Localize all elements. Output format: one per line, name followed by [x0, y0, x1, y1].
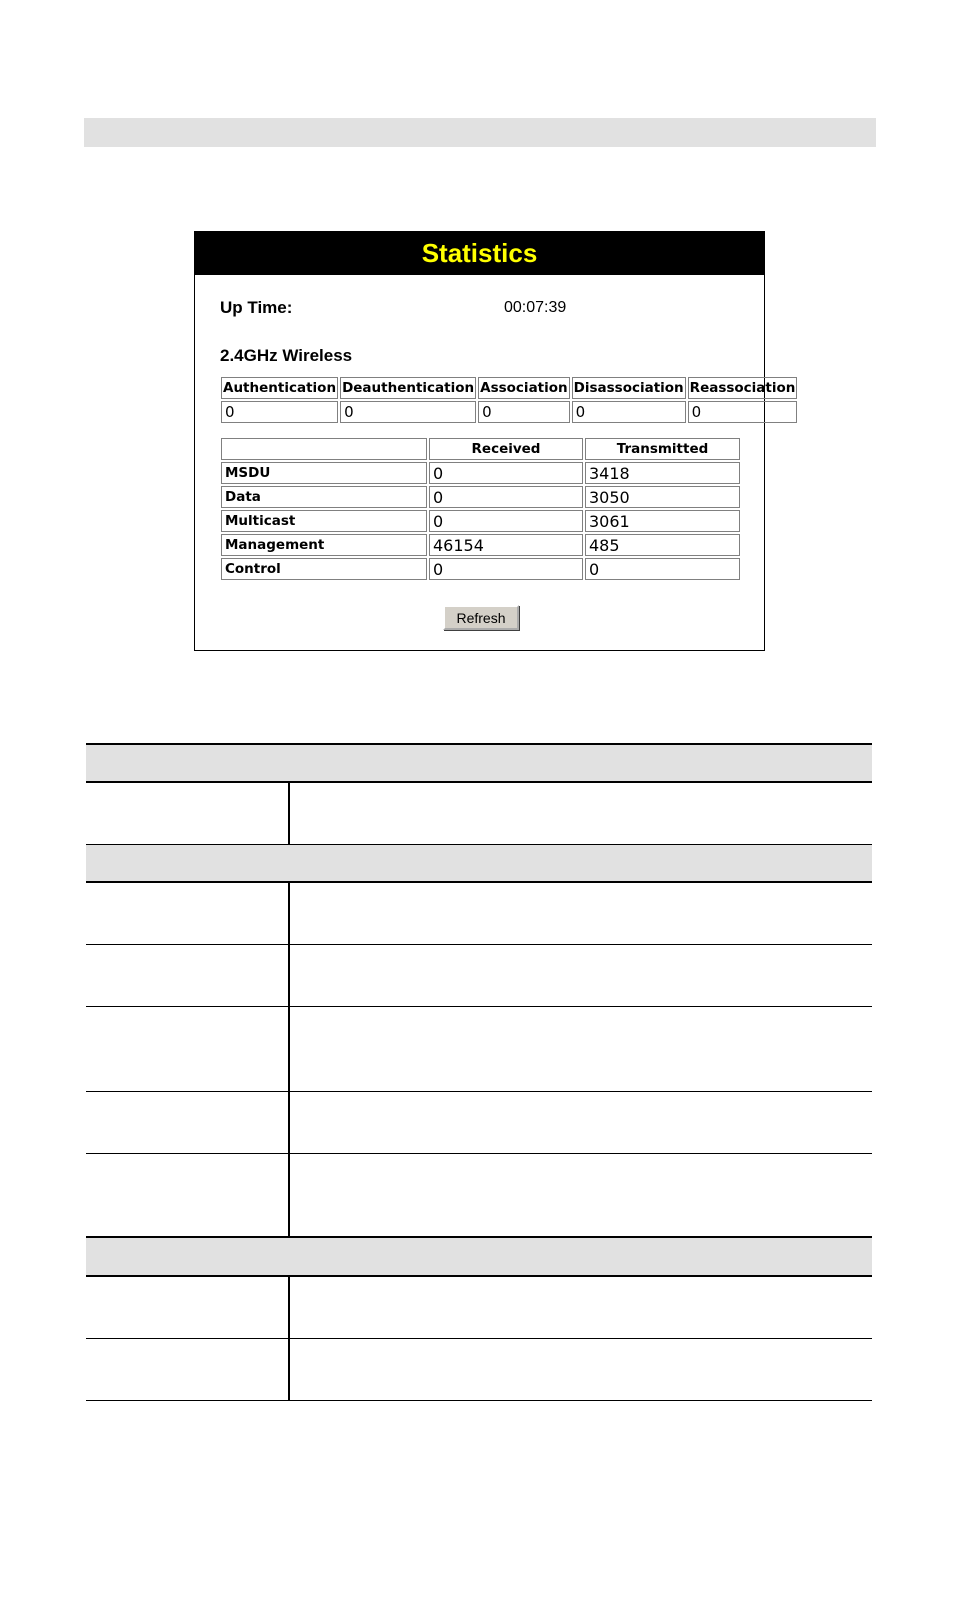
row-label: Management [221, 534, 427, 556]
transmitted-value: 485 [585, 534, 740, 556]
row-label-cell [86, 1092, 290, 1153]
traffic-row [221, 462, 740, 484]
table-row [86, 883, 872, 945]
uptime-label: Up Time: [220, 298, 293, 317]
refresh-button[interactable]: Refresh [443, 605, 519, 630]
header-received: Received [429, 438, 583, 460]
value-reassociation: 0 [688, 401, 798, 423]
row-label-cell [86, 945, 290, 1006]
row-label-cell [86, 883, 290, 944]
received-value: 0 [429, 486, 583, 508]
transmitted-value: 3418 [585, 462, 740, 484]
header-deauthentication: Deauthentication [340, 377, 476, 399]
section-header-bar [84, 118, 876, 147]
statistics-panel [194, 231, 796, 651]
received-value: 46154 [429, 534, 583, 556]
value-association: 0 [478, 401, 570, 423]
traffic-header-row [221, 438, 740, 460]
row-label-cell [86, 1339, 290, 1400]
header-authentication: Authentication [221, 377, 338, 399]
association-stats-table [219, 375, 799, 425]
traffic-stats-table [219, 436, 742, 582]
row-label-cell [86, 1007, 290, 1091]
value-deauthentication: 0 [340, 401, 476, 423]
transmitted-value: 3061 [585, 510, 740, 532]
traffic-row [221, 486, 740, 508]
table-row [86, 1092, 872, 1154]
row-label: Multicast [221, 510, 427, 532]
traffic-row [221, 558, 740, 580]
table-row [86, 1154, 872, 1238]
row-label: Control [221, 558, 427, 580]
row-label-cell [86, 1277, 290, 1338]
table-row [86, 1277, 872, 1339]
header-association: Association [478, 377, 570, 399]
table-row [86, 1339, 872, 1401]
uptime-value: 00:07:39 [504, 299, 567, 316]
traffic-row [221, 534, 740, 556]
header-transmitted: Transmitted [585, 438, 740, 460]
received-value: 0 [429, 462, 583, 484]
panel-title: Statistics [195, 232, 764, 275]
received-value: 0 [429, 510, 583, 532]
transmitted-value: 3050 [585, 486, 740, 508]
table-row [86, 783, 872, 845]
row-label: MSDU [221, 462, 427, 484]
row-label: Data [221, 486, 427, 508]
received-value: 0 [429, 558, 583, 580]
header-blank [221, 438, 427, 460]
traffic-row [221, 510, 740, 532]
wireless-section-title: 2.4GHz Wireless [220, 346, 353, 365]
association-header-row [221, 377, 797, 399]
transmitted-value: 0 [585, 558, 740, 580]
table-row [86, 1007, 872, 1092]
association-value-row [221, 401, 797, 423]
table-row [86, 945, 872, 1007]
value-authentication: 0 [221, 401, 338, 423]
value-disassociation: 0 [572, 401, 686, 423]
row-label-cell [86, 1154, 290, 1236]
header-disassociation: Disassociation [572, 377, 686, 399]
header-reassociation: Reassociation [688, 377, 798, 399]
table-section-header [86, 743, 872, 783]
table-section-header [86, 845, 872, 883]
table-section-header [86, 1238, 872, 1277]
row-label-cell [86, 783, 290, 844]
